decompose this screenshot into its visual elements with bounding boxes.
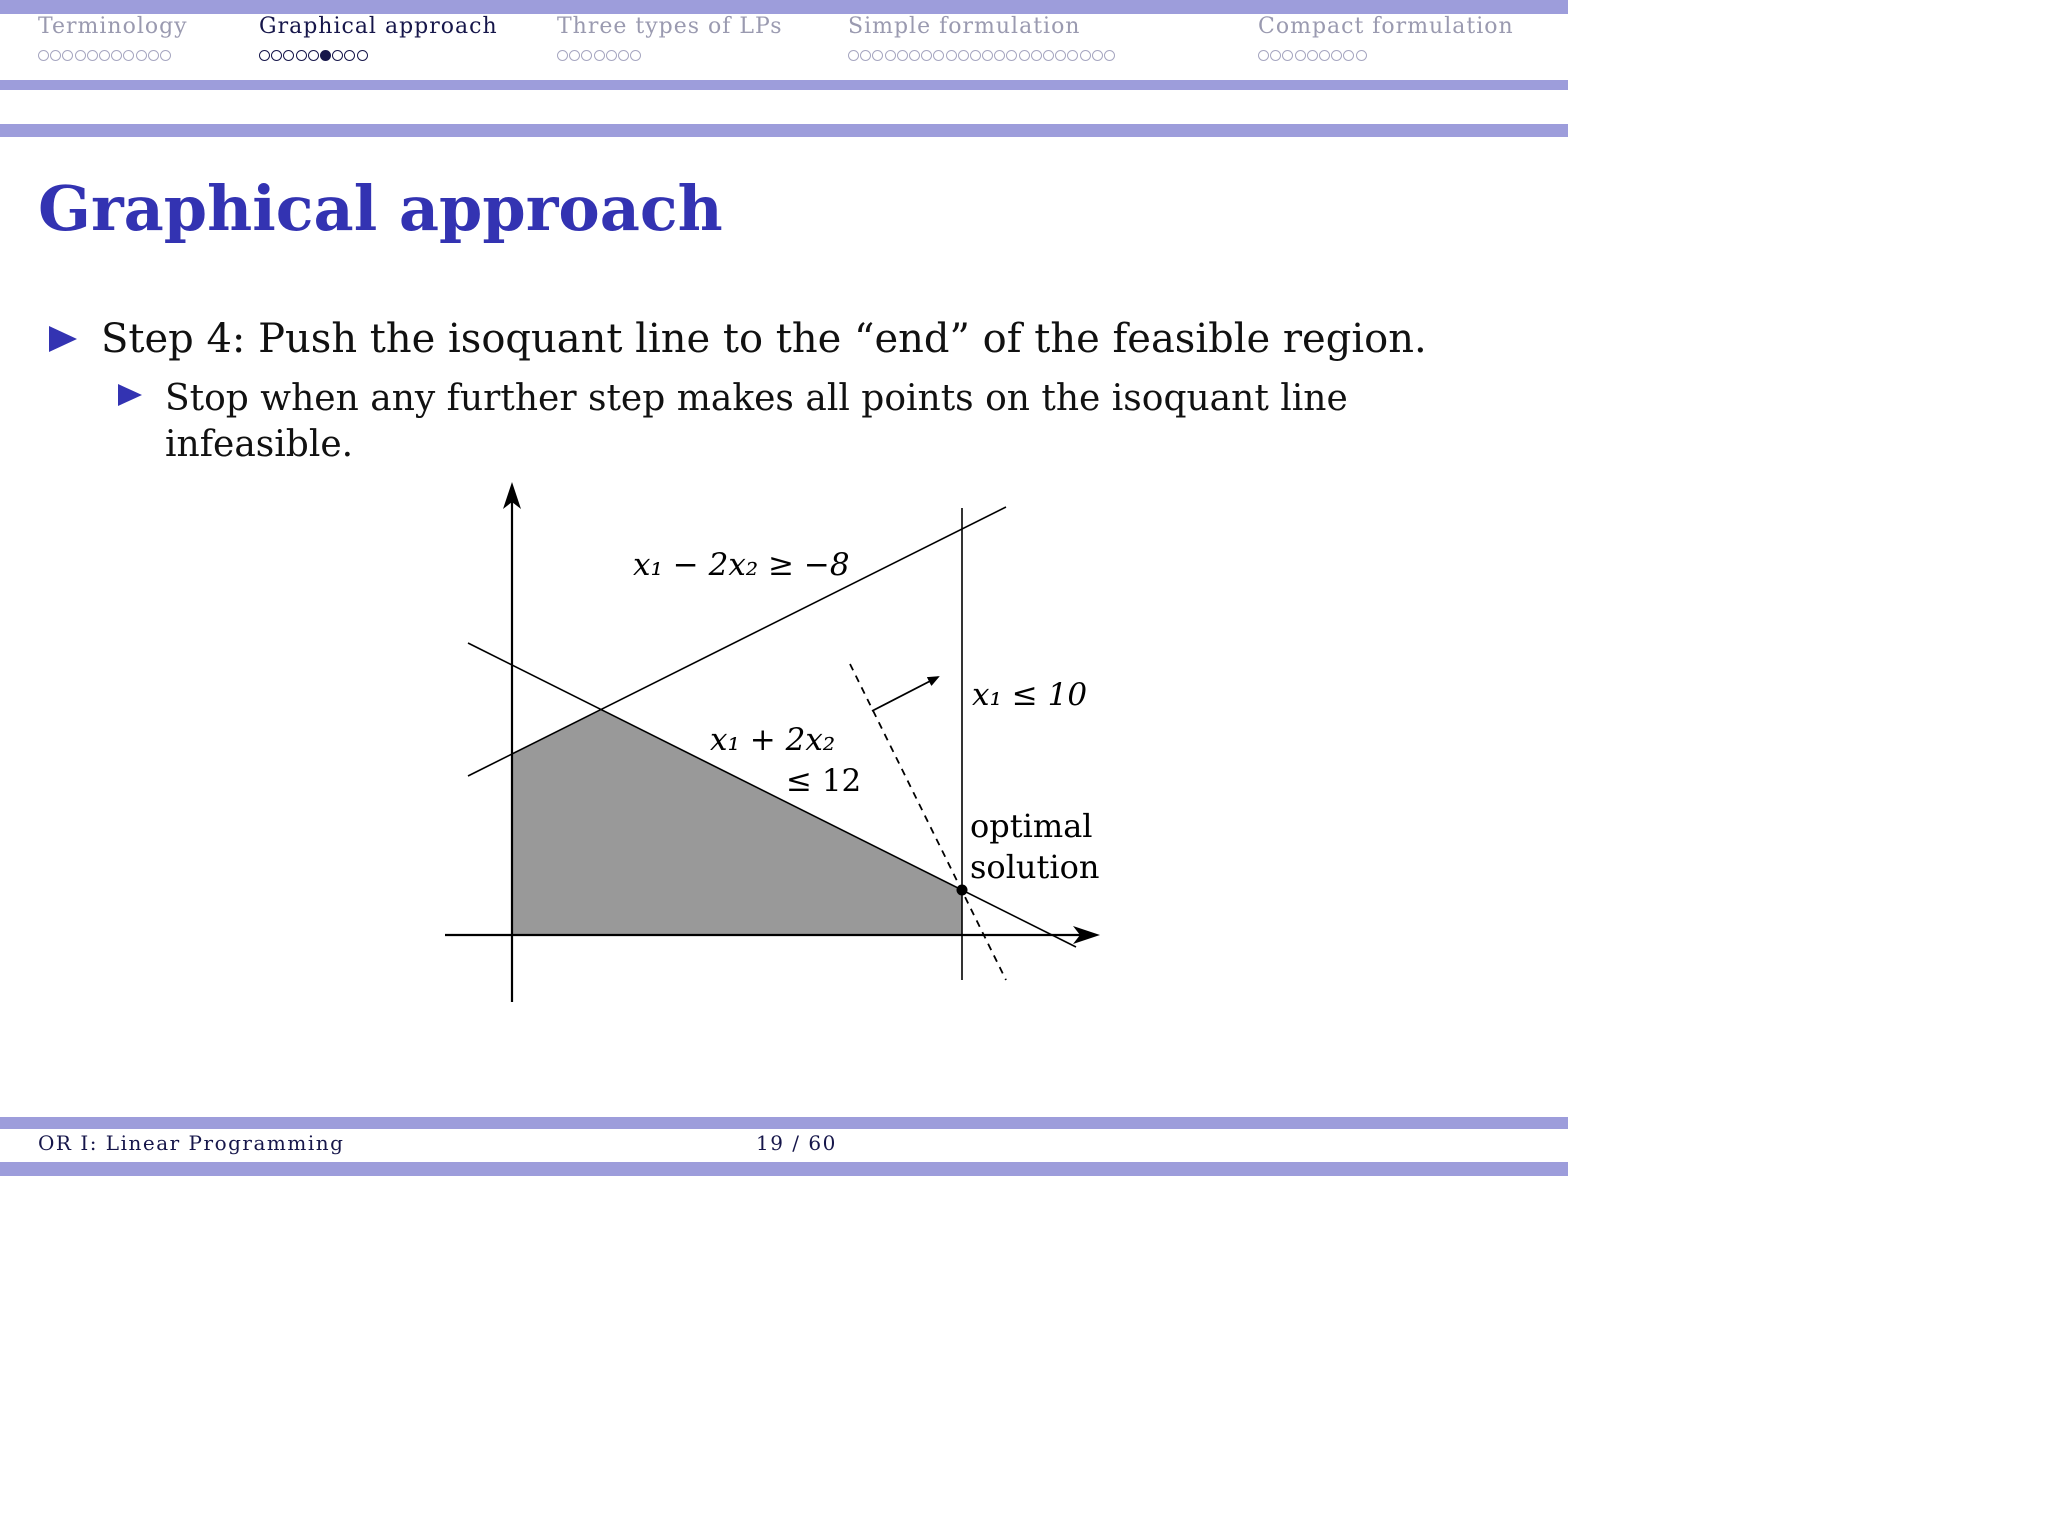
- nav-section-label: Terminology: [38, 14, 188, 39]
- optimal-label-line1: optimal: [970, 807, 1093, 845]
- footer-top-band: [0, 1117, 1568, 1129]
- nav-section-label: Simple formulation: [848, 14, 1081, 39]
- constraint-label-1: x₁ − 2x₂ ≥ −8: [633, 547, 850, 583]
- sub-bullet-stop-condition: Stop when any further step makes all points on the isoquant line infeasible.: [165, 378, 1348, 465]
- footer: [0, 1131, 1568, 1163]
- nav-section-label: Three types of LPs: [557, 14, 783, 39]
- slide-title: Graphical approach: [38, 172, 723, 245]
- optimal-point: [957, 885, 968, 896]
- footer-course-title: OR I: Linear Programming: [38, 1131, 345, 1155]
- footer-bottom-band: [0, 1162, 1568, 1176]
- nav-section-label: Compact formulation: [1258, 14, 1514, 39]
- footer-page-number: 19 / 60: [756, 1131, 837, 1155]
- constraint-label-2-line1: x₁ + 2x₂: [710, 722, 836, 758]
- constraint-label-2-line2: ≤ 12: [786, 763, 862, 799]
- constraint-label-3: x₁ ≤ 10: [972, 677, 1088, 713]
- bullet-step-4: Step 4: Push the isoquant line to the “end” of the feasible region.: [101, 316, 1427, 362]
- optimal-label-line2: solution: [970, 848, 1100, 886]
- direction-arrow: [872, 677, 938, 711]
- nav-section-label: Graphical approach: [259, 14, 498, 39]
